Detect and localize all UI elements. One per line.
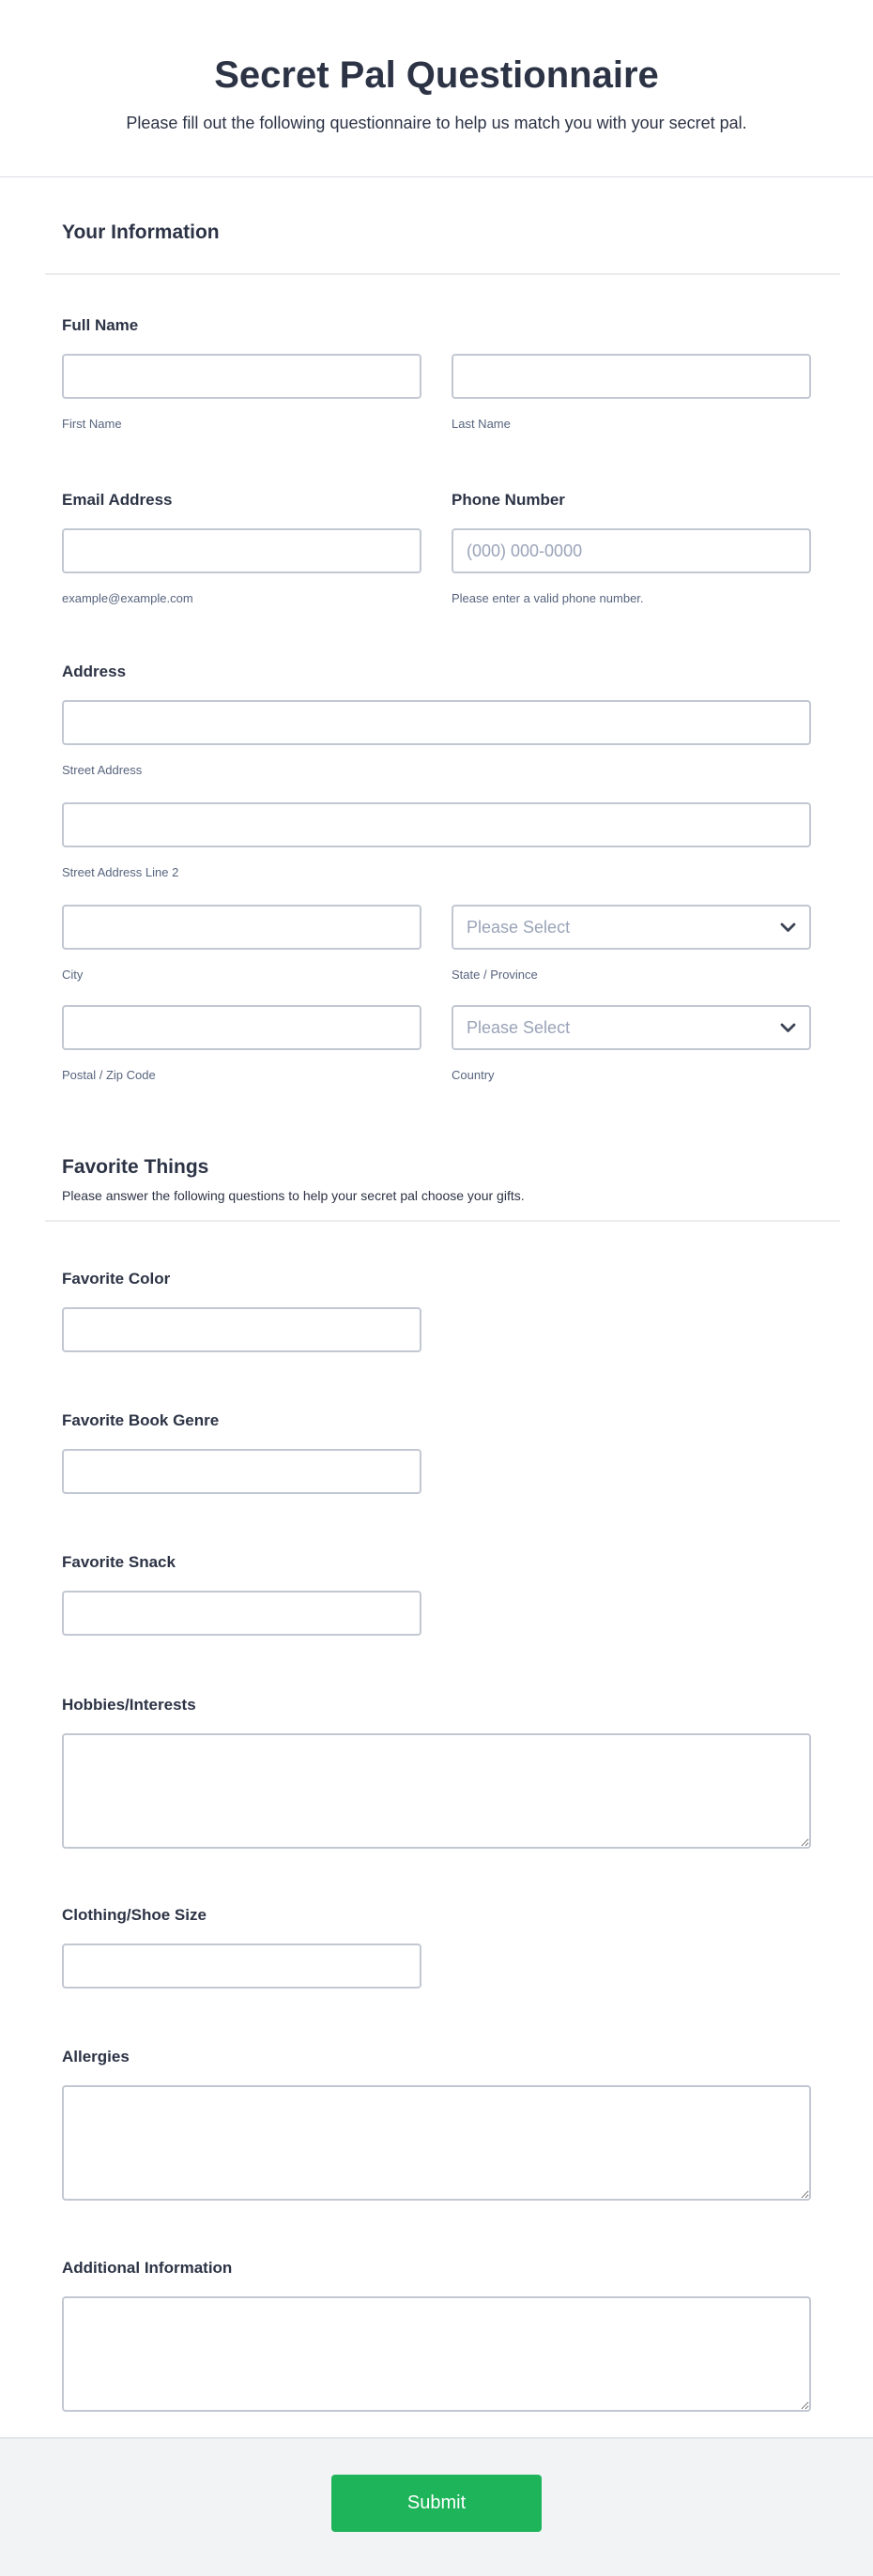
country-select-wrap (452, 1005, 811, 1050)
additional-information-textarea[interactable] (62, 2296, 811, 2412)
clothing-shoe-size-input[interactable] (62, 1943, 421, 1989)
favorite-things-description: Please answer the following questions to help your secret pal choose your gifts. (62, 1188, 525, 1203)
question-additional-information (62, 2258, 811, 2412)
question-favorite-snack (62, 1552, 811, 1636)
question-full-name (62, 315, 811, 432)
favorite-color-label: Favorite Color (62, 1270, 171, 1288)
question-favorite-book-genre (62, 1410, 811, 1494)
favorite-color-input[interactable] (62, 1307, 421, 1352)
city-input[interactable] (62, 905, 421, 950)
street-address-line2-sublabel: Street Address Line 2 (62, 865, 179, 879)
section-heading-favorite-things: Favorite Things (62, 1156, 209, 1178)
address-label: Address (62, 663, 127, 680)
additional-information-label: Additional Information (62, 2259, 233, 2277)
country-select[interactable] (452, 1005, 811, 1050)
state-select[interactable] (452, 905, 811, 950)
section-divider (45, 273, 840, 275)
favorite-book-genre-label: Favorite Book Genre (62, 1411, 220, 1429)
country-sublabel: Country (452, 1068, 495, 1082)
phone-label: Phone Number (452, 491, 565, 509)
full-name-label: Full Name (62, 316, 139, 334)
question-favorite-color (62, 1269, 811, 1352)
allergies-label: Allergies (62, 2048, 130, 2065)
last-name-sublabel: Last Name (452, 417, 511, 431)
form-body (0, 221, 873, 2437)
state-select-wrap (452, 905, 811, 950)
postal-country-row (62, 1005, 811, 1083)
phone-input[interactable] (452, 528, 811, 573)
question-allergies (62, 2047, 811, 2201)
postal-code-input[interactable] (62, 1005, 421, 1050)
city-column (62, 905, 421, 983)
form-title: Secret Pal Questionnaire (214, 54, 659, 96)
hobbies-interests-label: Hobbies/Interests (62, 1696, 196, 1714)
email-column (62, 490, 421, 606)
form-subtitle: Please fill out the following questionnaire to help us match you with your secret pal. (126, 114, 747, 132)
hobbies-interests-textarea[interactable] (62, 1733, 811, 1849)
section-divider (45, 1220, 840, 1222)
state-column (452, 905, 811, 983)
full-name-row (62, 336, 811, 432)
section-heading-your-information: Your Information (62, 221, 220, 243)
street-address-sublabel: Street Address (62, 763, 143, 777)
question-hobbies-interests (62, 1695, 811, 1849)
question-clothing-shoe-size (62, 1905, 811, 1989)
first-name-input[interactable] (62, 354, 421, 399)
favorite-snack-label: Favorite Snack (62, 1553, 176, 1571)
street-address-input[interactable] (62, 700, 811, 745)
first-name-column (62, 336, 421, 432)
clothing-shoe-size-label: Clothing/Shoe Size (62, 1906, 207, 1924)
email-input[interactable] (62, 528, 421, 573)
country-column (452, 1005, 811, 1083)
form-header (0, 0, 873, 177)
city-sublabel: City (62, 968, 84, 982)
favorite-book-genre-input[interactable] (62, 1449, 421, 1494)
last-name-column (452, 336, 811, 432)
email-sublabel: example@example.com (62, 591, 193, 605)
allergies-textarea[interactable] (62, 2085, 811, 2201)
email-label: Email Address (62, 491, 173, 509)
postal-code-sublabel: Postal / Zip Code (62, 1068, 156, 1082)
question-address (62, 662, 811, 1083)
city-state-row (62, 905, 811, 983)
phone-sublabel: Please enter a valid phone number. (452, 591, 644, 605)
first-name-sublabel: First Name (62, 417, 122, 431)
favorite-snack-input[interactable] (62, 1591, 421, 1636)
form-footer (0, 2438, 873, 2575)
last-name-input[interactable] (452, 354, 811, 399)
question-email-phone (62, 490, 811, 606)
street-address-line2-input[interactable] (62, 802, 811, 847)
phone-column (452, 490, 811, 606)
submit-button[interactable]: Submit (331, 2475, 542, 2532)
state-sublabel: State / Province (452, 968, 538, 982)
postal-column (62, 1005, 421, 1083)
